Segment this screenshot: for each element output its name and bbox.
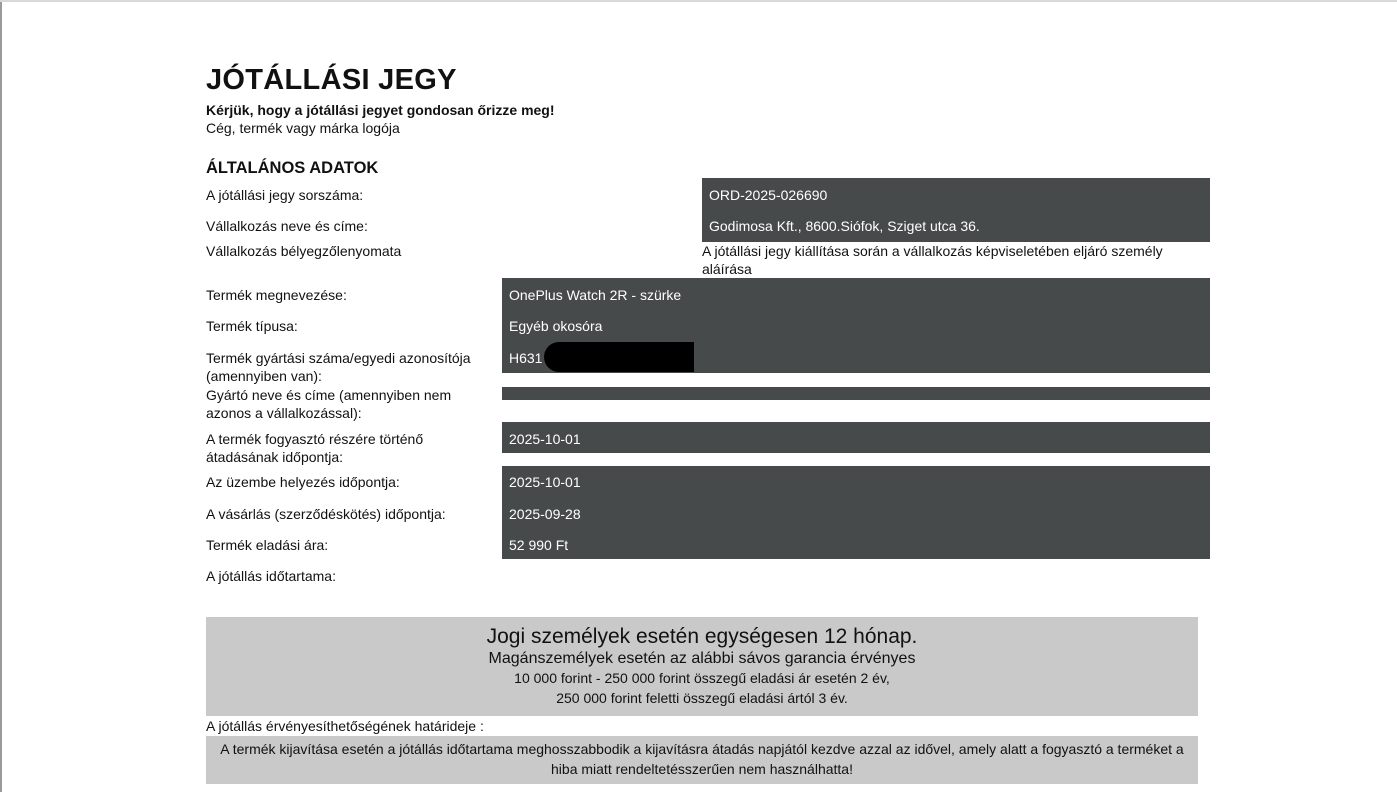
deadline-box — [206, 736, 1198, 784]
business-value: Godimosa Kft., 8600.Siófok, Sziget utca 36. — [709, 218, 980, 234]
warranty-line-legal: Jogi személyek esetén egységesen 12 hónap. — [486, 625, 918, 648]
commissioning-value: 2025-10-01 — [509, 474, 581, 490]
warranty-line-private: Magánszemélyek esetén az alábbi sávos garancia érvényes — [488, 650, 916, 667]
serial-value: ORD-2025-026690 — [709, 187, 828, 203]
document-title: JÓTÁLLÁSI JEGY — [206, 64, 457, 96]
section-title: ÁLTALÁNOS ADATOK — [206, 159, 379, 177]
serial-label: A jótállási jegy sorszáma: — [206, 187, 364, 203]
deadline-label: A jótállás érvényesíthetőségének határideje : — [206, 718, 484, 734]
signature-label: A jótállási jegy kiállítása során a vállalkozás képviseletében eljáró személy aláírása — [702, 243, 1163, 277]
warranty-duration-label: A jótállás időtartama: — [206, 568, 336, 584]
redaction-mark — [544, 342, 694, 372]
dates-price-box — [502, 466, 1210, 559]
business-data-box — [702, 178, 1210, 242]
manufacturer-label: Gyártó neve és címe (amennyiben nem azonos a vállalkozással): — [206, 387, 452, 421]
handover-value-box — [502, 422, 1210, 453]
manufacturer-value-box — [502, 387, 1210, 400]
handover-label: A termék fogyasztó részére történő átadásának időpontja: — [206, 431, 424, 465]
page-border-top — [0, 0, 1397, 2]
product-data-box — [502, 278, 1210, 373]
purchase-label: A vásárlás (szerződéskötés) időpontja: — [206, 506, 446, 522]
purchase-value: 2025-09-28 — [509, 506, 581, 522]
product-serial-value: H631 — [509, 350, 543, 366]
handover-value: 2025-10-01 — [509, 431, 581, 447]
product-type-value: Egyéb okosóra — [509, 318, 603, 334]
commissioning-label: Az üzembe helyezés időpontja: — [206, 474, 400, 490]
deadline-text: A termék kijavítása esetén a jótállás időtartama meghosszabbodik a kijavításra átadás napjától kezdve azzal az idővel, amely alatt a fogyasztó a terméket a hiba miatt rendeltetésszerűen nem használhatta! — [220, 741, 1184, 777]
document-subtitle: Kérjük, hogy a jótállási jegyet gondosan őrizze meg! — [206, 102, 555, 118]
warranty-line-tier2: 250 000 forint feletti összegű eladási ártól 3 év. — [556, 689, 848, 706]
business-label: Vállalkozás neve és címe: — [206, 218, 368, 234]
warranty-terms-box — [206, 617, 1198, 716]
price-value: 52 990 Ft — [509, 537, 569, 553]
product-serial-label: Termék gyártási száma/egyedi azonosítója (amennyiben van): — [206, 350, 471, 384]
product-name-value: OnePlus Watch 2R - szürke — [509, 287, 682, 303]
logo-placeholder: Cég, termék vagy márka logója — [206, 120, 400, 136]
stamp-label: Vállalkozás bélyegzőlenyomata — [206, 243, 402, 259]
page-border — [0, 0, 2, 792]
warranty-line-tier1: 10 000 forint - 250 000 forint összegű eladási ár esetén 2 év, — [514, 670, 890, 686]
price-label: Termék eladási ára: — [206, 537, 329, 553]
product-name-label: Termék megnevezése: — [206, 287, 347, 303]
product-type-label: Termék típusa: — [206, 318, 298, 334]
